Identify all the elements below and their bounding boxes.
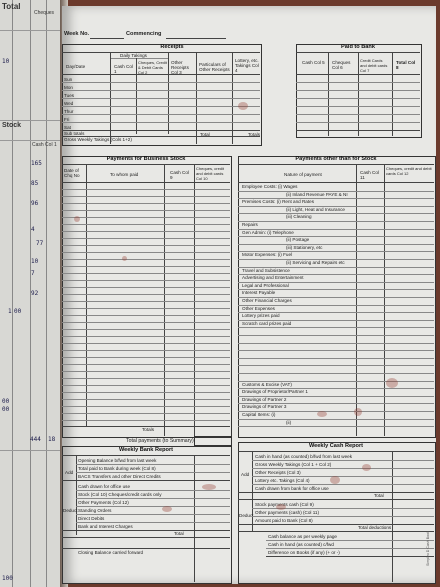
stock-col-header: Cash Col 9 <box>170 170 189 180</box>
receipts-total-label: Total <box>200 132 210 137</box>
other-row-line <box>238 373 434 374</box>
cash-row: Lottery etc. Takings (Col 4) <box>255 478 310 483</box>
left-page-header: Total <box>2 2 21 11</box>
bank-col-header: Credit Cards and debit cards Col 7 <box>360 58 388 73</box>
other-payment-row: (iii) Cleaning <box>286 214 312 220</box>
stock-row-line <box>62 217 230 218</box>
day-label: Fri <box>64 117 70 122</box>
bank-col-header: Cheques Col 6 <box>332 60 351 70</box>
cash-bottom-row: Cash balance as per weekly page <box>268 534 337 539</box>
stock-row-line <box>62 350 230 351</box>
day-label: Tues <box>64 93 75 98</box>
other-row-line <box>238 221 434 222</box>
left-number: 00 <box>14 308 22 315</box>
paid-to-bank-title: Paid to Bank <box>341 44 375 50</box>
other-payment-row: Premises Costs: (i) Rent and Rates <box>242 199 314 205</box>
left-number: 100 <box>2 575 13 582</box>
bank-col-header: Total Col 8 <box>396 60 416 70</box>
stock-row-line <box>62 224 230 225</box>
left-page <box>0 0 64 587</box>
receipts-col-header: Lottery, etc. Takings Col 4 <box>235 58 259 73</box>
left-number: 18 <box>48 436 56 443</box>
stain <box>386 378 398 388</box>
other-payment-row: Repairs <box>242 222 258 227</box>
bank-col-header: Cash Col 5 <box>302 60 325 65</box>
cash-row: Cash in hand (as counted) b/fwd from last week <box>255 454 353 459</box>
other-payment-row: Customs & Excise (VAT) <box>242 381 292 387</box>
bank-deduct-label: Deduct <box>63 508 78 513</box>
other-payment-row: Lottery prizes paid <box>242 313 280 319</box>
other-payment-row: Gen Admin: (i) Telephone <box>242 229 294 235</box>
stock-row-line <box>62 329 230 330</box>
left-number: 85 <box>31 180 39 187</box>
stock-row-line <box>62 420 230 421</box>
other-col-header: Cash Col 11 <box>360 170 379 180</box>
closing-balance-label: Closing Balance carried forward <box>78 550 144 555</box>
bank-row: Direct Debits <box>78 516 105 521</box>
other-payment-row: (ii) <box>286 419 292 425</box>
stock-row-line <box>62 308 230 309</box>
stain <box>354 408 362 416</box>
stain <box>330 476 340 484</box>
week-no-label: Week No. <box>64 31 90 37</box>
other-row-line <box>238 327 434 328</box>
other-col-header: Cheques, credit and debit cards Col 12 <box>386 166 432 176</box>
stock-row-line <box>62 322 230 323</box>
side-text: Simplex D Cash Book <box>426 531 430 566</box>
other-row-line <box>238 426 434 427</box>
stock-row-line <box>62 357 230 358</box>
left-number: 96 <box>31 200 39 207</box>
bank-row: Opening Balance b/fwd from last week <box>78 458 157 463</box>
other-payment-row: Other Financial Charges <box>242 298 292 303</box>
stock-row-line <box>62 245 230 246</box>
receipts-totals-label: Totals <box>248 132 260 137</box>
stock-payments-table <box>62 156 232 438</box>
stock-row-line <box>62 238 230 239</box>
cash-row: Stock payments cash (Col 9) <box>255 502 314 507</box>
other-row-line <box>238 343 434 344</box>
other-row-line <box>238 365 434 366</box>
stock-row-line <box>62 406 230 407</box>
other-payment-row: Employee Costs: (i) Wages <box>242 184 298 189</box>
day-label: Sun <box>64 77 73 82</box>
other-row-line <box>238 213 434 214</box>
receipts-title: Receipts <box>160 44 184 50</box>
cash-deduct-label: Deduct <box>239 513 254 518</box>
stock-row-line <box>62 378 230 379</box>
cash-add-label: Add <box>241 472 250 477</box>
stock-row-line <box>62 343 230 344</box>
stain <box>276 504 286 510</box>
bank-add-label: Add <box>65 470 74 475</box>
other-payment-row: (ii) Inland Revenue PAYE & NI <box>286 191 348 197</box>
bank-row: BACS Transfers and other Direct Credits <box>78 474 161 479</box>
stock-row-line <box>62 371 230 372</box>
other-row-line <box>238 335 434 336</box>
gross-weekly-label: Gross Weekly Takings (Cols 1+2) <box>64 137 132 142</box>
stock-row-line <box>62 252 230 253</box>
receipts-col-header: Particulars of Other Receipts <box>199 62 230 72</box>
stock-col-header: Date of Chq No <box>64 168 80 178</box>
day-label: Wed <box>64 101 74 106</box>
stain <box>162 506 172 512</box>
other-payment-row: Scratch card prizes paid <box>242 320 292 326</box>
cash-total-label: Total <box>374 493 384 498</box>
other-payment-row: Drawings of Partner 3 <box>242 404 287 410</box>
cash-row: Other Receipts (Col 3) <box>255 470 301 475</box>
cash-row: Gross Weekly Takings (Col 1 + Col 2) <box>255 462 332 467</box>
commencing-label: Commencing <box>126 31 162 37</box>
other-payment-row: Advertising and Entertainment <box>242 275 304 281</box>
cash-row: Amount paid to Bank (Col 8) <box>255 518 313 523</box>
day-label: Mon <box>64 85 73 90</box>
other-payment-row: Travel and Subsistence <box>242 267 290 273</box>
other-row-line <box>238 358 434 359</box>
left-number: 00 <box>2 406 10 413</box>
total-deductions-label: Total deductions <box>358 525 392 530</box>
stock-row-line <box>62 336 230 337</box>
stock-row-line <box>62 266 230 267</box>
subtotals-label: Sub totals <box>64 131 85 136</box>
other-payment-row: Drawings of Partner 2 <box>242 396 287 402</box>
other-payment-row: (ii) Postage <box>286 237 310 243</box>
bank-row: Other Payments (Col 12) <box>78 500 129 505</box>
left-number: 7 <box>31 270 35 277</box>
stock-row-line <box>62 315 230 316</box>
other-row-line <box>238 236 434 237</box>
other-payment-row: Drawings of Proprietor/Partner 1 <box>242 389 308 395</box>
cash-row: Cash drawn from bank for office use <box>255 486 329 491</box>
total-payments-label: Total payments (to Summary) <box>126 438 194 444</box>
stock-row-line <box>62 231 230 232</box>
bank-report-title: Weekly Bank Report <box>119 447 173 453</box>
stock-row-line <box>62 210 230 211</box>
bank-row: Total paid to Bank during week (Col 8) <box>78 466 156 471</box>
left-number: 1 <box>8 308 12 315</box>
stock-row-line <box>62 203 230 204</box>
other-payment-row: Interest Payable <box>242 290 276 296</box>
stain <box>74 216 80 222</box>
left-number: 00 <box>2 398 10 405</box>
other-row-line <box>238 244 434 245</box>
bank-row: Stock (Col 10) Cheques/credit cards only <box>78 492 162 497</box>
left-number: 165 <box>31 160 42 167</box>
other-row-line <box>238 350 434 351</box>
stock-row-line <box>62 364 230 365</box>
left-number: 4 <box>31 226 35 233</box>
left-number: 77 <box>36 240 44 247</box>
stock-col-header: Cheques, credit and debit cards Col 10 <box>196 166 225 181</box>
stock-row-line <box>62 273 230 274</box>
paid-to-bank-table <box>296 44 422 138</box>
other-payment-row: Capital Items: (i) <box>242 412 276 417</box>
other-payment-row: (ii) Light, Heat and Insurance <box>286 206 345 212</box>
cash-bottom-row: Cash in hand (as counted) c/fwd <box>268 542 334 547</box>
other-payment-row: Legal and Professional <box>242 282 289 288</box>
left-number: 10 <box>31 258 39 265</box>
stock-row-line <box>62 392 230 393</box>
stain <box>317 411 327 417</box>
stock-totals-label: Totals <box>142 427 154 432</box>
other-payment-row: (ii) Servicing and Repairs etc <box>286 260 345 265</box>
stock-row-line <box>62 280 230 281</box>
stain <box>202 484 216 490</box>
bank-row: Cash drawn for office use <box>78 484 131 489</box>
stock-col-header: To whom paid <box>110 172 139 177</box>
left-page-header: Cash Col 1 <box>32 142 57 148</box>
left-page-header: Stock <box>2 122 22 129</box>
bank-row: Bank and Interest Charges <box>78 524 133 529</box>
other-payment-row: Motor Expenses: (i) Fuel <box>242 252 293 258</box>
other-payments-title: Payments other than for Stock <box>295 156 377 162</box>
stock-row-line <box>62 259 230 260</box>
stock-row-line <box>62 301 230 302</box>
other-col-header: Nature of payment <box>284 172 322 177</box>
left-number: 444 <box>30 436 41 443</box>
stock-row-line <box>62 287 230 288</box>
receipts-col-header: Other Receipts Col 3 <box>171 60 189 75</box>
stock-payments-title: Payments for Business Stock <box>106 156 186 162</box>
stock-row-line <box>62 189 230 190</box>
bank-total-label: Total <box>174 531 184 536</box>
stock-row-line <box>62 385 230 386</box>
cash-report-title: Weekly Cash Report <box>309 443 363 449</box>
stain <box>362 464 371 471</box>
stock-row-line <box>62 413 230 414</box>
left-number: 92 <box>31 290 39 297</box>
stain <box>122 256 127 261</box>
other-payment-row: (iii) Stationery, etc <box>286 244 323 250</box>
day-label: Thur <box>64 109 74 114</box>
bank-row: Standing Orders <box>78 508 112 513</box>
receipts-col-header: Cheques, Credit & Debit Cards Col 2 <box>138 60 167 75</box>
day-label: Sat <box>64 125 71 130</box>
left-page-header: Cheques <box>34 10 55 16</box>
stock-row-line <box>62 399 230 400</box>
other-payment-row: Other Expenses <box>242 305 275 311</box>
stock-row-line <box>62 294 230 295</box>
stock-row-line <box>62 196 230 197</box>
receipts-col-header: Day/Date <box>66 64 86 69</box>
left-number: 10 <box>2 58 10 65</box>
stain <box>238 102 248 110</box>
daily-takings-label: Daily Takings <box>120 53 147 58</box>
other-row-line <box>238 419 434 420</box>
cash-row: Other payments (cash) (Col 11) <box>255 510 319 515</box>
cash-bottom-row: Difference on Books (if any) (+ or -) <box>268 550 340 555</box>
ledger-page <box>62 6 436 584</box>
receipts-col-header: Cash Col 1 <box>114 64 133 74</box>
